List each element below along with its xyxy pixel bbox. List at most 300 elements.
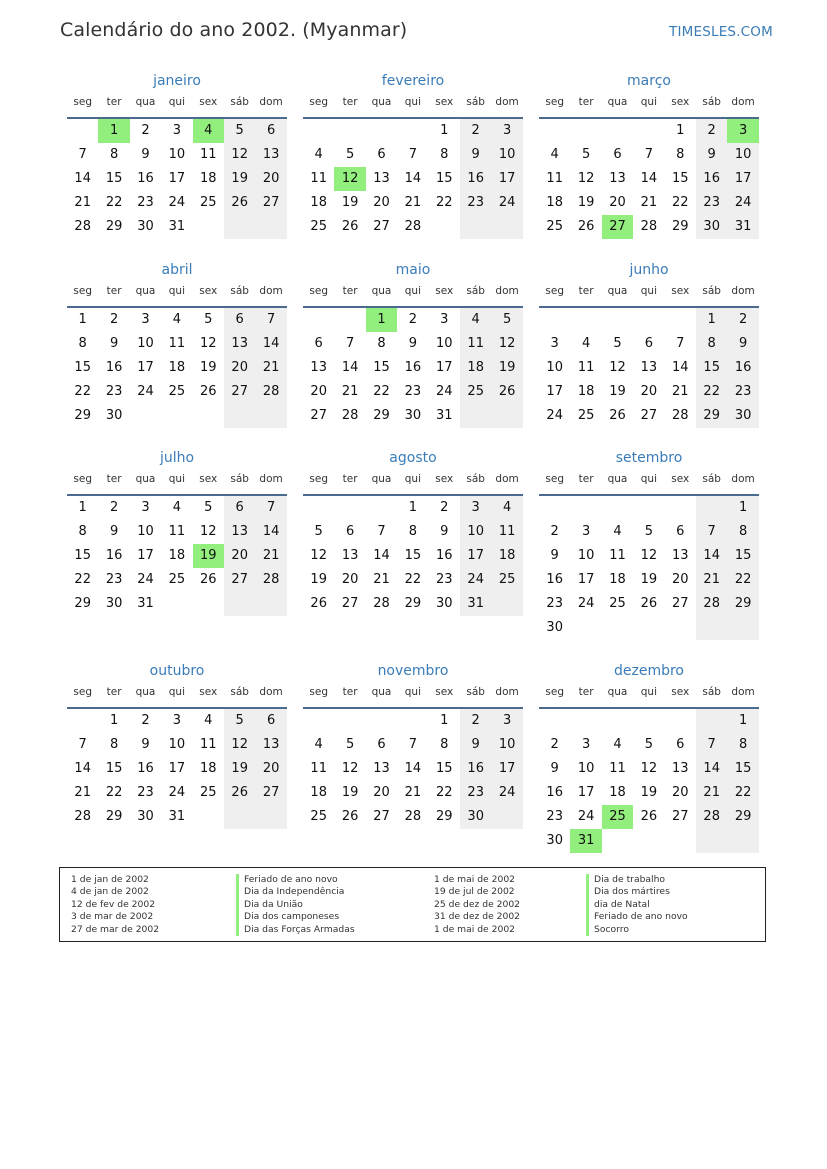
day-cell: 21 [262, 360, 280, 375]
day-cell: 6 [377, 147, 386, 162]
day-cell: 3 [141, 312, 150, 327]
weekday-label: dom [731, 96, 755, 108]
day-cell: 17 [436, 360, 453, 375]
weekday-label: dom [495, 285, 519, 297]
day-cell: 17 [498, 171, 516, 186]
day-cell: 2 [471, 123, 480, 138]
day-cell: 12 [577, 171, 595, 186]
day-cell: 16 [137, 761, 154, 776]
day-cell: 16 [436, 548, 453, 563]
weekday-label: qua [371, 285, 392, 297]
day-cell: 18 [168, 360, 186, 375]
day-cell: 18 [310, 195, 327, 210]
day-cell: 16 [467, 171, 484, 186]
day-grid [539, 119, 759, 263]
day-cell: 17 [498, 761, 516, 776]
weekday-label: sáb [230, 285, 249, 297]
day-cell: 23 [105, 572, 123, 587]
weekday-label: sex [435, 686, 454, 698]
weekday-header [303, 284, 523, 308]
weekday-header [539, 472, 759, 496]
day-cell: 30 [734, 408, 752, 423]
month-name: abril [161, 262, 193, 278]
day-cell: 7 [644, 147, 654, 162]
legend-holiday-name: Dia da Independência [236, 886, 355, 898]
day-cell: 9 [440, 524, 449, 539]
day-cell: 22 [105, 785, 123, 800]
weekday-label: qua [607, 285, 628, 297]
day-cell: 3 [581, 737, 591, 752]
day-cell: 24 [467, 572, 484, 587]
weekday-label: seg [309, 285, 328, 297]
day-cell: 30 [137, 219, 154, 234]
weekday-label: sex [199, 686, 218, 698]
day-cell: 12 [609, 360, 626, 375]
day-cell: 3 [141, 500, 150, 515]
day-cell: 26 [341, 809, 359, 824]
holiday-day-cell: 19 [193, 544, 224, 568]
day-cell: 24 [577, 596, 595, 611]
day-cell: 2 [738, 312, 748, 327]
day-cell: 30 [436, 596, 453, 611]
day-cell: 1 [78, 500, 87, 515]
day-cell: 10 [467, 524, 484, 539]
day-cell: 15 [373, 360, 390, 375]
weekday-label: qui [404, 285, 421, 297]
weekday-label: ter [342, 96, 358, 108]
day-cell: 28 [672, 408, 689, 423]
day-cell: 26 [200, 384, 217, 399]
day-cell: 23 [546, 596, 563, 611]
day-cell: 15 [703, 360, 720, 375]
day-cell: 13 [341, 548, 359, 563]
day-cell: 14 [640, 171, 658, 186]
day-cell: 27 [640, 408, 658, 423]
day-cell: 26 [640, 809, 658, 824]
legend-date: 25 de dez de 2002 [434, 898, 521, 910]
day-cell: 1 [676, 123, 685, 138]
holiday-day-cell: 1 [98, 119, 129, 143]
day-cell: 5 [204, 312, 213, 327]
day-cell: 12 [640, 548, 658, 563]
day-cell: 29 [703, 408, 720, 423]
day-cell: 18 [546, 195, 563, 210]
day-cell: 20 [231, 360, 248, 375]
day-grid [67, 308, 287, 452]
day-cell: 11 [310, 761, 327, 776]
day-cell: 5 [345, 147, 355, 162]
day-cell: 30 [546, 833, 563, 848]
day-cell: 26 [231, 785, 248, 800]
day-cell: 23 [546, 809, 563, 824]
month-name: novembro [377, 663, 449, 679]
day-cell: 27 [672, 809, 689, 824]
day-cell: 29 [74, 596, 91, 611]
day-cell: 11 [310, 171, 327, 186]
site-brand-link[interactable]: TIMESLES.COM [669, 24, 773, 40]
legend-names-col-2 [586, 874, 688, 936]
day-cell: 28 [373, 596, 390, 611]
weekday-label: ter [106, 686, 122, 698]
month-name: setembro [615, 450, 683, 466]
legend-holiday-name: dia de Natal [586, 899, 688, 911]
day-cell: 5 [644, 737, 654, 752]
day-cell: 31 [137, 596, 154, 611]
day-cell: 1 [440, 713, 449, 728]
weekday-label: qua [607, 96, 628, 108]
day-cell: 7 [707, 524, 716, 539]
day-cell: 21 [341, 384, 359, 399]
day-cell: 21 [703, 572, 720, 587]
month-name: agosto [389, 450, 437, 466]
day-cell: 13 [231, 524, 248, 539]
weekday-label: qua [135, 285, 156, 297]
weekday-label: seg [73, 96, 92, 108]
day-cell: 5 [314, 524, 323, 539]
day-cell: 19 [310, 572, 327, 587]
day-cell: 15 [105, 761, 123, 776]
holiday-day-cell: 4 [193, 119, 224, 143]
day-cell: 11 [200, 737, 217, 752]
day-cell: 19 [498, 360, 516, 375]
weekday-header [303, 95, 523, 119]
legend-date: 12 de fev de 2002 [71, 898, 156, 910]
day-cell: 15 [74, 548, 91, 563]
day-cell: 5 [235, 123, 244, 138]
weekday-label: qui [640, 473, 657, 485]
day-cell: 10 [546, 360, 563, 375]
weekday-label: dom [495, 96, 519, 108]
day-cell: 25 [310, 219, 327, 234]
month-outubro [67, 661, 287, 853]
legend-holiday-name: Dia das Forças Armadas [236, 924, 355, 936]
day-grid [303, 308, 523, 452]
day-cell: 4 [613, 737, 622, 752]
day-cell: 7 [676, 336, 685, 351]
day-cell: 22 [404, 572, 422, 587]
weekday-label: sex [435, 285, 454, 297]
month-name: maio [395, 262, 431, 278]
day-cell: 14 [262, 524, 280, 539]
legend-date: 31 de dez de 2002 [434, 911, 521, 923]
day-cell: 14 [262, 336, 280, 351]
day-cell: 14 [703, 548, 720, 563]
day-cell: 19 [231, 761, 248, 776]
legend-names-col-1 [236, 874, 355, 936]
day-cell: 12 [231, 147, 248, 162]
day-cell: 14 [74, 761, 91, 776]
day-cell: 22 [734, 785, 752, 800]
day-cell: 2 [550, 737, 559, 752]
day-cell: 7 [78, 737, 87, 752]
day-cell: 31 [436, 408, 453, 423]
day-cell: 23 [404, 384, 422, 399]
day-cell: 19 [577, 195, 595, 210]
day-cell: 24 [168, 785, 186, 800]
day-cell: 21 [640, 195, 658, 210]
day-cell: 26 [577, 219, 595, 234]
day-cell: 15 [436, 171, 453, 186]
weekday-label: qua [135, 473, 156, 485]
day-cell: 15 [404, 548, 422, 563]
weekday-label: seg [545, 473, 564, 485]
day-cell: 9 [738, 336, 748, 351]
weekday-label: dom [495, 473, 519, 485]
day-cell: 31 [467, 596, 484, 611]
day-cell: 16 [404, 360, 422, 375]
day-cell: 27 [262, 195, 280, 210]
day-cell: 4 [204, 713, 213, 728]
weekday-label: dom [731, 473, 755, 485]
day-cell: 9 [550, 548, 559, 563]
day-cell: 16 [703, 171, 720, 186]
day-cell: 28 [703, 596, 720, 611]
day-cell: 22 [105, 195, 123, 210]
weekday-label: ter [342, 473, 358, 485]
day-cell: 25 [200, 195, 217, 210]
day-cell: 19 [200, 360, 217, 375]
day-cell: 21 [262, 548, 280, 563]
day-cell: 1 [109, 713, 119, 728]
day-cell: 14 [672, 360, 689, 375]
weekday-label: qua [371, 96, 392, 108]
day-cell: 11 [609, 548, 626, 563]
day-cell: 24 [137, 572, 154, 587]
weekday-label: dom [259, 96, 283, 108]
day-cell: 20 [262, 761, 280, 776]
day-cell: 19 [640, 572, 658, 587]
day-cell: 21 [672, 384, 689, 399]
weekday-label: sáb [230, 473, 249, 485]
legend-holiday-name: Dia dos camponeses [236, 911, 355, 923]
weekday-label: dom [731, 686, 755, 698]
day-cell: 11 [546, 171, 563, 186]
day-cell: 4 [613, 524, 622, 539]
weekday-header [303, 685, 523, 709]
day-cell: 29 [105, 809, 123, 824]
day-cell: 14 [703, 761, 720, 776]
day-cell: 9 [109, 336, 119, 351]
day-cell: 6 [613, 147, 622, 162]
month-setembro [539, 448, 759, 640]
day-cell: 26 [231, 195, 248, 210]
day-cell: 6 [314, 336, 323, 351]
day-cell: 2 [109, 500, 119, 515]
day-cell: 8 [78, 524, 87, 539]
legend-date: 1 de mai de 2002 [434, 874, 516, 885]
day-cell: 1 [738, 713, 748, 728]
weekday-label: ter [578, 285, 594, 297]
day-cell: 11 [467, 336, 484, 351]
weekday-header [67, 95, 287, 119]
day-cell: 5 [235, 713, 244, 728]
day-cell: 22 [734, 572, 752, 587]
day-cell: 2 [707, 123, 716, 138]
weekday-label: seg [309, 686, 328, 698]
weekday-label: sex [671, 473, 690, 485]
weekday-label: qua [371, 686, 392, 698]
day-cell: 26 [341, 219, 359, 234]
day-cell: 12 [498, 336, 516, 351]
day-cell: 13 [672, 761, 689, 776]
day-cell: 3 [440, 312, 449, 327]
day-cell: 16 [137, 171, 154, 186]
day-cell: 14 [341, 360, 359, 375]
month-name: janeiro [153, 73, 201, 89]
day-cell: 13 [262, 147, 280, 162]
legend-date: 27 de mar de 2002 [71, 923, 160, 935]
day-cell: 29 [436, 809, 453, 824]
day-cell: 5 [644, 524, 654, 539]
day-cell: 12 [640, 761, 658, 776]
legend-holiday-name: Dia da União [236, 899, 355, 911]
month-name: março [627, 73, 671, 89]
holiday-day-cell: 27 [602, 215, 633, 239]
day-cell: 29 [734, 596, 752, 611]
month-março [539, 71, 759, 263]
day-cell: 28 [74, 809, 91, 824]
day-cell: 7 [408, 737, 418, 752]
month-abril [67, 260, 287, 452]
day-cell: 28 [703, 809, 720, 824]
day-grid [67, 496, 287, 640]
day-cell: 19 [231, 171, 248, 186]
day-grid [303, 496, 523, 640]
day-cell: 21 [703, 785, 720, 800]
day-cell: 29 [74, 408, 91, 423]
day-cell: 18 [168, 548, 186, 563]
legend-date: 1 de jan de 2002 [71, 874, 149, 885]
day-cell: 13 [609, 171, 626, 186]
day-cell: 13 [310, 360, 327, 375]
page-title: Calendário do ano 2002. (Myanmar) [60, 19, 408, 41]
weekday-label: qua [135, 96, 156, 108]
day-cell: 2 [408, 312, 418, 327]
weekday-label: sex [671, 96, 690, 108]
day-cell: 5 [345, 737, 355, 752]
weekday-label: sex [199, 96, 218, 108]
month-name: outubro [149, 663, 205, 679]
day-cell: 2 [471, 713, 480, 728]
day-cell: 27 [231, 384, 248, 399]
day-cell: 22 [436, 195, 453, 210]
weekday-label: sex [671, 686, 690, 698]
day-cell: 16 [105, 548, 123, 563]
day-cell: 18 [200, 761, 217, 776]
day-cell: 22 [672, 195, 689, 210]
weekday-label: sáb [702, 473, 721, 485]
day-cell: 1 [738, 500, 748, 515]
day-cell: 22 [373, 384, 390, 399]
day-cell: 28 [341, 408, 359, 423]
day-cell: 3 [471, 500, 480, 515]
day-cell: 18 [609, 785, 626, 800]
day-cell: 2 [440, 500, 449, 515]
day-cell: 19 [341, 785, 359, 800]
month-dezembro [539, 661, 759, 853]
month-junho [539, 260, 759, 452]
day-cell: 2 [141, 123, 150, 138]
day-cell: 13 [373, 171, 390, 186]
weekday-label: sáb [466, 473, 485, 485]
legend-date: 4 de jan de 2002 [71, 886, 149, 898]
day-cell: 27 [310, 408, 327, 423]
day-cell: 11 [168, 524, 186, 539]
day-grid [67, 119, 287, 263]
day-cell: 13 [231, 336, 248, 351]
day-cell: 27 [373, 219, 390, 234]
day-cell: 6 [235, 312, 244, 327]
day-cell: 28 [404, 809, 422, 824]
weekday-label: sex [435, 96, 454, 108]
day-cell: 23 [467, 785, 484, 800]
day-cell: 18 [310, 785, 327, 800]
day-cell: 3 [502, 123, 512, 138]
month-maio [303, 260, 523, 452]
day-cell: 16 [546, 785, 563, 800]
legend-date: 19 de jul de 2002 [434, 886, 515, 898]
day-cell: 25 [467, 384, 484, 399]
day-cell: 7 [345, 336, 355, 351]
day-cell: 4 [172, 312, 182, 327]
day-cell: 30 [137, 809, 154, 824]
day-cell: 26 [498, 384, 516, 399]
day-cell: 5 [204, 500, 213, 515]
holiday-day-cell: 3 [727, 119, 758, 143]
day-cell: 8 [738, 737, 748, 752]
day-cell: 29 [734, 809, 752, 824]
day-cell: 19 [341, 195, 359, 210]
day-cell: 2 [141, 713, 150, 728]
day-cell: 23 [436, 572, 453, 587]
day-grid [303, 709, 523, 853]
day-cell: 6 [266, 713, 276, 728]
day-cell: 26 [640, 596, 658, 611]
day-cell: 9 [707, 147, 716, 162]
weekday-header [67, 472, 287, 496]
day-cell: 5 [613, 336, 622, 351]
weekday-label: qui [168, 473, 185, 485]
legend-holiday-name: Socorro [586, 924, 688, 936]
day-cell: 20 [609, 195, 626, 210]
month-name: junho [629, 262, 669, 278]
day-cell: 25 [498, 572, 516, 587]
day-cell: 9 [471, 737, 480, 752]
legend-dates-col-2 [434, 874, 520, 936]
day-cell: 22 [74, 572, 91, 587]
weekday-label: sex [435, 473, 454, 485]
weekday-label: ter [342, 285, 358, 297]
weekday-header [303, 472, 523, 496]
day-cell: 16 [546, 572, 563, 587]
day-cell: 13 [672, 548, 689, 563]
legend-holiday-name: Feriado de ano novo [586, 911, 688, 923]
day-cell: 11 [609, 761, 626, 776]
day-cell: 15 [734, 761, 752, 776]
weekday-label: sáb [466, 686, 485, 698]
day-cell: 8 [408, 524, 418, 539]
day-cell: 6 [676, 737, 685, 752]
day-cell: 14 [373, 548, 390, 563]
month-name: julho [159, 450, 195, 466]
day-cell: 7 [707, 737, 716, 752]
month-janeiro [67, 71, 287, 263]
day-cell: 25 [577, 408, 595, 423]
weekday-label: qua [371, 473, 392, 485]
day-cell: 26 [609, 408, 626, 423]
day-cell: 9 [109, 524, 119, 539]
weekday-label: dom [259, 686, 283, 698]
